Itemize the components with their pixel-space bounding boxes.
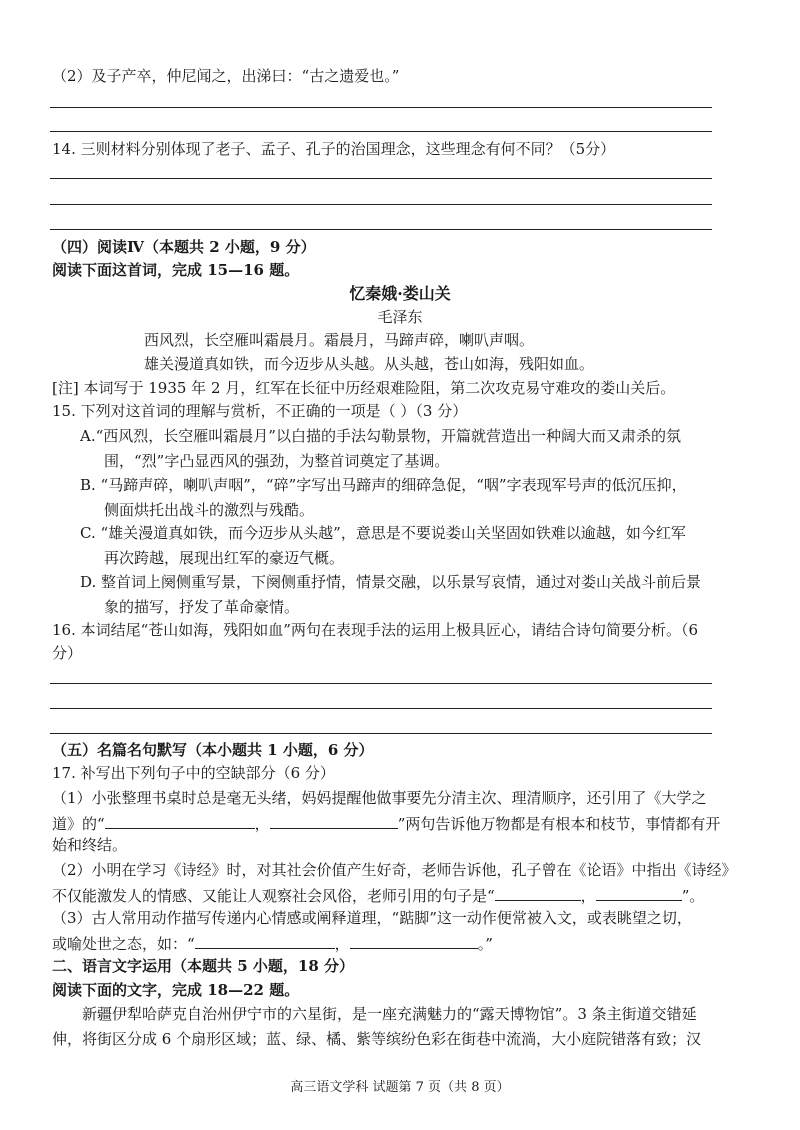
answer-line: [50, 733, 712, 734]
question-13-2: （2）及子产卒，仲尼闻之，出涕曰：“古之遗爱也。”: [52, 67, 400, 85]
option-a: A.“西风烈，长空雁叫霜晨月”以白描的手法勾勒景物，开篇就营造出一种阔大而又肃杀的氛: [80, 427, 681, 445]
answer-line: [50, 204, 712, 205]
poem-line: 雄关漫道真如铁，而今迈步从头越。从头越，苍山如海，残阳如血。: [144, 355, 595, 373]
item-3-separator: ，: [334, 935, 350, 953]
item-2-separator: ，: [580, 887, 596, 905]
item-3-prefix: 或喻处世之态，如：“: [52, 935, 195, 953]
fill-blank[interactable]: [105, 812, 255, 829]
passage-paragraph: 新疆伊犁哈萨克自治州伊宁市的六星街，是一座充满魅力的“露天博物馆”。3 条主街道交错延: [82, 1005, 697, 1023]
answer-line: [50, 131, 712, 132]
option-c: C. “雄关漫道真如铁，而今迈步从头越”，意思是不要说娄山关坚固如铁难以逾越，如今红军: [80, 524, 686, 542]
item-1-cont: 始和终结。: [52, 836, 128, 854]
item-2-fill-line: [52, 884, 704, 906]
part-2-header: 二、语言文字运用（本题共 5 小题，18 分）: [52, 957, 354, 975]
section-4-header: （四）阅读Ⅳ（本题共 2 小题，9 分）: [52, 238, 316, 256]
fill-blank[interactable]: [596, 884, 682, 901]
item-2-prefix: 不仅能激发人的情感、又能让人观察社会风俗，老师引用的句子是“: [52, 887, 495, 905]
option-b: B. “马蹄声碎，喇叭声咽”，“碎”字写出马蹄声的细碎急促，“咽”字表现军号声的低沉压抑，: [80, 476, 687, 494]
item-3-fill-line: [52, 932, 493, 954]
poem-title: 忆秦娥·娄山关: [349, 284, 451, 303]
question-17: 17. 补写出下列句子中的空缺部分（6 分）: [52, 764, 335, 782]
item-1-separator: ，: [254, 815, 270, 833]
answer-line: [50, 708, 712, 709]
question-15: 15. 下列对这首词的理解与赏析，不正确的一项是（ ）（3 分）: [52, 402, 468, 420]
part-2-instruction: 阅读下面的文字，完成 18—22 题。: [52, 981, 300, 999]
section-4-instruction: 阅读下面这首词，完成 15—16 题。: [52, 261, 300, 279]
item-1-suffix: ”两句告诉他万物都是有根本和枝节，事情都有开: [397, 815, 721, 833]
option-c-cont: 再次跨越，展现出红军的豪迈气概。: [104, 549, 345, 567]
fill-blank[interactable]: [495, 884, 581, 901]
fill-blank[interactable]: [270, 812, 398, 829]
fill-blank[interactable]: [350, 932, 478, 949]
page-footer: 高三语文学科 试题第 7 页（共 8 页）: [290, 1080, 510, 1095]
passage-paragraph-cont: 伸，将街区分成 6 个扇形区域；蓝、绿、橘、紫等缤纷色彩在街巷中流淌，大小庭院错落有致；汉: [52, 1030, 702, 1048]
item-3: （3）古人常用动作描写传递内心情感或阐释道理，“踮脚”这一动作便常被入文，或表眺望之切，: [52, 909, 692, 927]
item-3-suffix: 。”: [477, 935, 493, 953]
answer-line: [50, 683, 712, 684]
poem-note: [注] 本词写于 1935 年 2 月，红军在长征中历经艰难险阻，第二次攻克易守难攻的娄山关后。: [52, 379, 676, 397]
item-2-suffix: ”。: [681, 887, 705, 905]
option-a-cont: 围，“烈”字凸显西风的强劲，为整首词奠定了基调。: [104, 452, 450, 470]
poem-line: 西风烈，长空雁叫霜晨月。霜晨月，马蹄声碎，喇叭声咽。: [144, 331, 535, 349]
question-16: 16. 本词结尾“苍山如海，残阳如血”两句在表现手法的运用上极具匠心，请结合诗句简要分析。（6: [52, 621, 699, 639]
item-1: （1）小张整理书桌时总是毫无头绪，妈妈提醒他做事要先分清主次、理清顺序，还引用了《大学之: [52, 789, 707, 807]
item-2: （2）小明在学习《诗经》时，对其社会价值产生好奇，老师告诉他，孔子曾在《论语》中指出《诗经》: [52, 861, 737, 879]
question-16-cont: 分）: [52, 644, 83, 662]
answer-line: [50, 229, 712, 230]
answer-line: [50, 107, 712, 108]
poem-author: 毛泽东: [377, 308, 423, 326]
answer-line: [50, 178, 712, 179]
fill-blank[interactable]: [195, 932, 335, 949]
option-d-cont: 象的描写，抒发了革命豪情。: [104, 598, 300, 616]
section-5-header: （五）名篇名句默写（本小题共 1 小题，6 分）: [52, 741, 374, 759]
option-b-cont: 侧面烘托出战斗的激烈与残酷。: [104, 501, 315, 519]
item-1-fill-line: [52, 812, 720, 834]
item-1-prefix: 道》的“: [52, 815, 105, 833]
option-d: D. 整首词上阕侧重写景，下阕侧重抒情，情景交融，以乐景写哀情，通过对娄山关战斗前后景: [80, 573, 702, 591]
question-14: 14. 三则材料分别体现了老子、孟子、孔子的治国理念，这些理念有何不同？（5分）: [52, 140, 616, 158]
